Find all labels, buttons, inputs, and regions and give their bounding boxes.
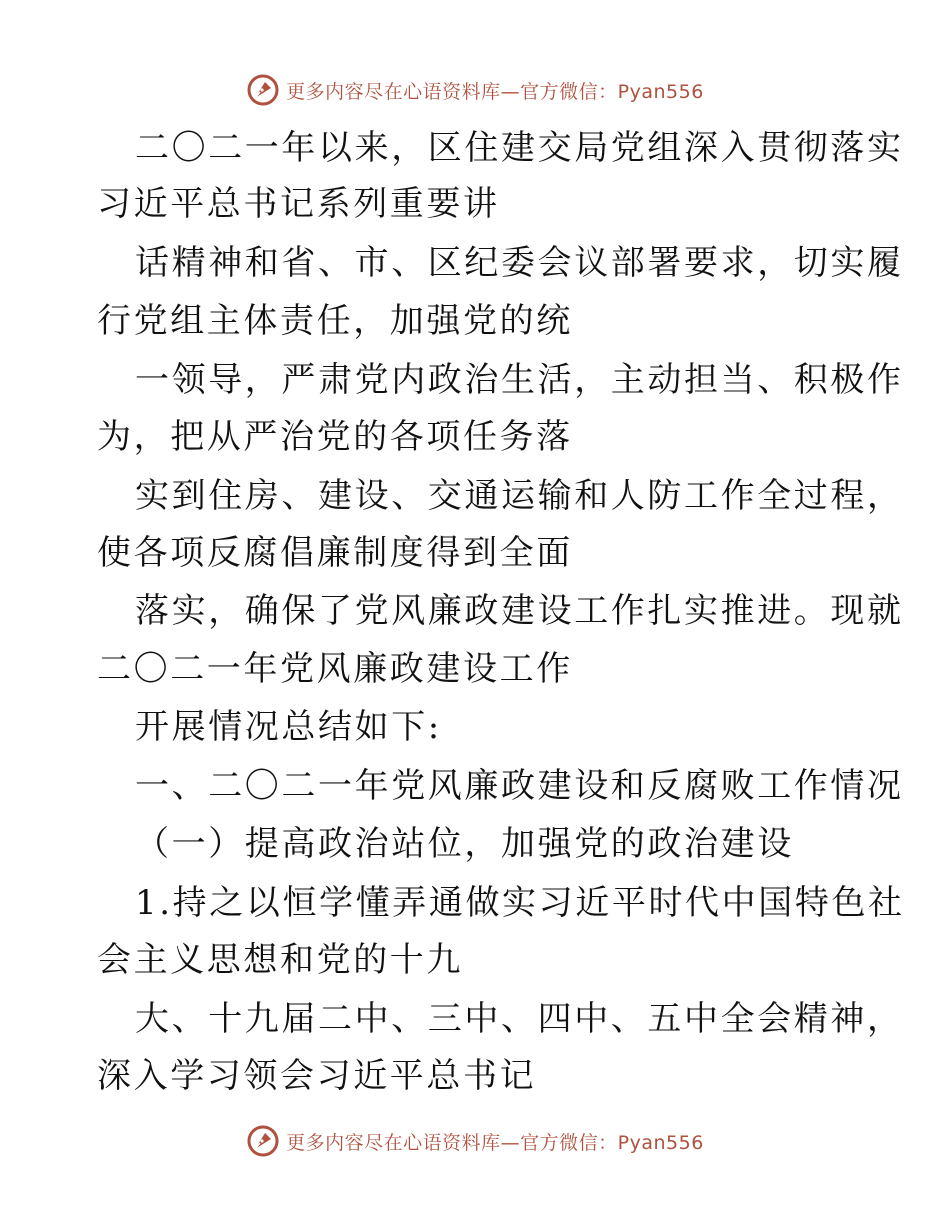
text-line: 行党组主体责任，加强党的统	[97, 301, 573, 341]
text-line: 为，把从严治党的各项任务落	[97, 417, 573, 457]
header-banner	[0, 70, 950, 110]
footer-banner	[0, 1121, 950, 1161]
text-line: 二〇二一年党风廉政建设工作	[97, 649, 573, 689]
section-heading: 一、二〇二一年党风廉政建设和反腐败工作情况	[135, 766, 904, 806]
header-banner-text: 更多内容尽在心语资料库—官方微信：Pyan556	[286, 80, 704, 103]
pen-nib-logo-icon	[246, 73, 280, 107]
text-line: 一领导，严肃党内政治生活，主动担当、积极作	[135, 360, 904, 400]
text-line: 话精神和省、市、区纪委会议部署要求，切实履	[135, 243, 904, 283]
pen-nib-logo-icon	[246, 1124, 280, 1158]
text-line: 习近平总书记系列重要讲	[97, 184, 500, 224]
text-line: 二〇二一年以来，区住建交局党组深入贯彻落实	[135, 128, 904, 168]
text-line: 落实，确保了党风廉政建设工作扎实推进。现就	[135, 591, 904, 631]
text-line: 使各项反腐倡廉制度得到全面	[97, 533, 573, 573]
text-line: 大、十九届二中、三中、四中、五中全会精神，	[135, 999, 904, 1039]
text-line: 开展情况总结如下:	[135, 707, 442, 747]
subsection-heading: （一）提高政治站位，加强党的政治建设	[135, 824, 794, 864]
text-line: 会主义思想和党的十九	[97, 940, 463, 980]
text-line: 深入学习领会习近平总书记	[97, 1056, 537, 1096]
footer-banner-text: 更多内容尽在心语资料库—官方微信：Pyan556	[286, 1131, 704, 1154]
text-line: 实到住房、建设、交通运输和人防工作全过程，	[135, 476, 904, 516]
text-line: 1.持之以恒学懂弄通做实习近平时代中国特色社	[135, 883, 905, 923]
